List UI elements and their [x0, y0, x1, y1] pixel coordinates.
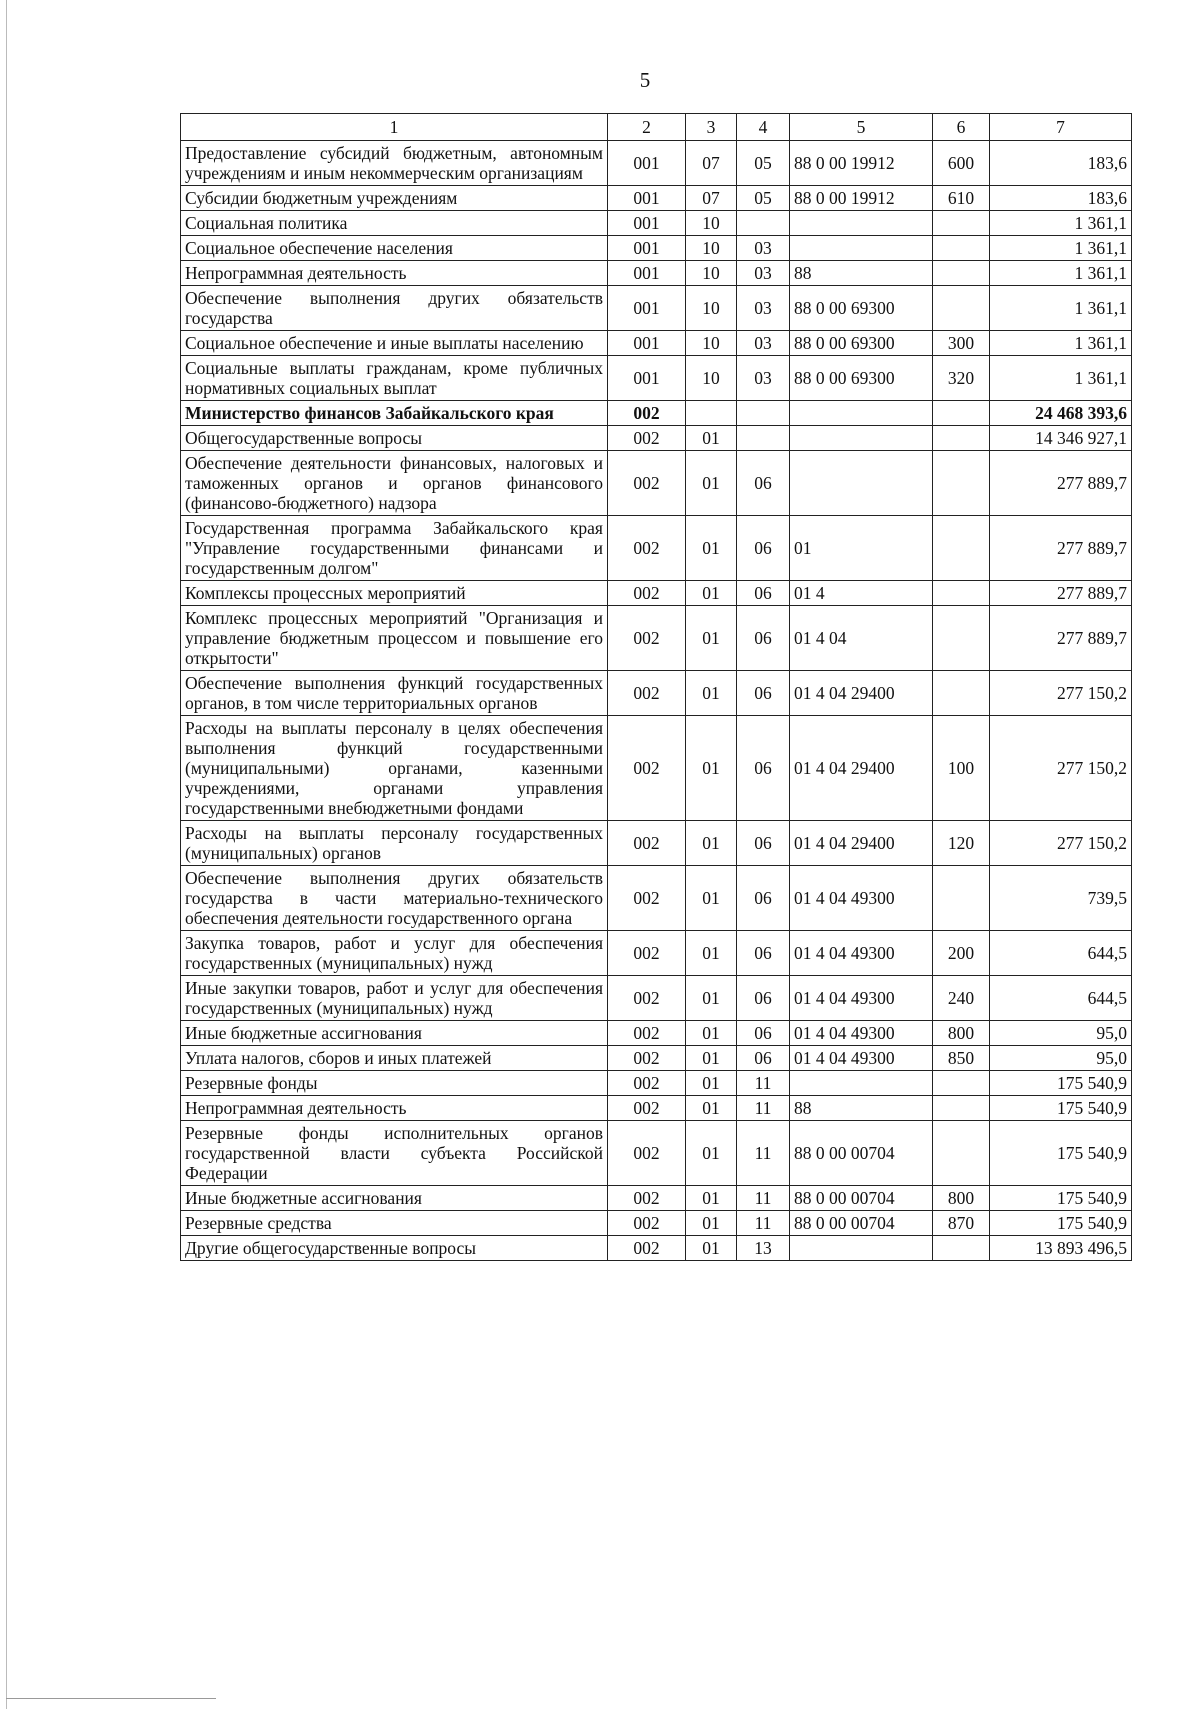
section-code-cell: 01 [686, 1236, 737, 1261]
row-name-cell: Социальные выплаты гражданам, кроме публичных нормативных социальных выплат [181, 356, 608, 401]
subsection-code-cell: 03 [737, 236, 790, 261]
amount-cell: 739,5 [990, 866, 1132, 931]
table-row [181, 671, 1132, 716]
target-article-cell [790, 211, 933, 236]
ministry-code-cell: 002 [608, 976, 686, 1021]
amount-cell: 24 468 393,6 [990, 401, 1132, 426]
ministry-code-cell: 001 [608, 236, 686, 261]
expense-type-cell: 120 [933, 821, 990, 866]
column-header: 5 [790, 114, 933, 141]
section-code-cell: 01 [686, 1096, 737, 1121]
ministry-code-cell: 002 [608, 606, 686, 671]
amount-cell: 277 889,7 [990, 516, 1132, 581]
expense-type-cell [933, 671, 990, 716]
amount-cell: 95,0 [990, 1021, 1132, 1046]
amount-cell: 175 540,9 [990, 1071, 1132, 1096]
amount-cell: 277 150,2 [990, 671, 1132, 716]
subsection-code-cell: 11 [737, 1211, 790, 1236]
amount-cell: 13 893 496,5 [990, 1236, 1132, 1261]
ministry-code-cell: 001 [608, 211, 686, 236]
table-row [181, 426, 1132, 451]
expense-type-cell: 200 [933, 931, 990, 976]
section-code-cell: 01 [686, 426, 737, 451]
row-name-cell: Субсидии бюджетным учреждениям [181, 186, 608, 211]
subsection-code-cell: 06 [737, 866, 790, 931]
amount-cell: 277 889,7 [990, 451, 1132, 516]
target-article-cell: 88 0 00 00704 [790, 1121, 933, 1186]
ministry-code-cell: 001 [608, 141, 686, 186]
ministry-code-cell: 002 [608, 931, 686, 976]
subsection-code-cell: 05 [737, 186, 790, 211]
expense-type-cell [933, 606, 990, 671]
table-header-row [181, 114, 1132, 141]
section-code-cell: 01 [686, 671, 737, 716]
table-row [181, 976, 1132, 1021]
expense-type-cell [933, 866, 990, 931]
target-article-cell: 88 [790, 1096, 933, 1121]
subsection-code-cell: 06 [737, 1021, 790, 1046]
subsection-code-cell: 03 [737, 286, 790, 331]
table-row [181, 261, 1132, 286]
column-header: 7 [990, 114, 1132, 141]
ministry-code-cell: 002 [608, 1186, 686, 1211]
target-article-cell: 88 [790, 261, 933, 286]
amount-cell: 175 540,9 [990, 1211, 1132, 1236]
target-article-cell [790, 1236, 933, 1261]
amount-cell: 1 361,1 [990, 356, 1132, 401]
table-row [181, 1096, 1132, 1121]
target-article-cell: 88 0 00 69300 [790, 331, 933, 356]
row-name-cell: Иные закупки товаров, работ и услуг для обеспечения государственных (муниципальных) нужд [181, 976, 608, 1021]
column-header: 2 [608, 114, 686, 141]
subsection-code-cell: 06 [737, 931, 790, 976]
column-header: 4 [737, 114, 790, 141]
amount-cell: 175 540,9 [990, 1186, 1132, 1211]
amount-cell: 14 346 927,1 [990, 426, 1132, 451]
row-name-cell: Закупка товаров, работ и услуг для обеспечения государственных (муниципальных) нужд [181, 931, 608, 976]
row-name-cell: Министерство финансов Забайкальского края [181, 401, 608, 426]
section-code-cell: 01 [686, 1186, 737, 1211]
target-article-cell [790, 451, 933, 516]
row-name-cell: Социальное обеспечение и иные выплаты населению [181, 331, 608, 356]
section-code-cell: 01 [686, 606, 737, 671]
subsection-code-cell [737, 211, 790, 236]
amount-cell: 277 150,2 [990, 716, 1132, 821]
table-row [181, 331, 1132, 356]
amount-cell: 644,5 [990, 931, 1132, 976]
amount-cell: 1 361,1 [990, 236, 1132, 261]
ministry-code-cell: 002 [608, 1071, 686, 1096]
section-code-cell: 01 [686, 516, 737, 581]
section-code-cell: 10 [686, 356, 737, 401]
target-article-cell [790, 236, 933, 261]
expense-type-cell [933, 261, 990, 286]
section-code-cell: 07 [686, 186, 737, 211]
table-row [181, 581, 1132, 606]
table-row [181, 356, 1132, 401]
section-code-cell: 10 [686, 286, 737, 331]
subsection-code-cell: 06 [737, 1046, 790, 1071]
ministry-code-cell: 002 [608, 1211, 686, 1236]
section-code-cell: 01 [686, 931, 737, 976]
target-article-cell: 01 4 04 29400 [790, 716, 933, 821]
subsection-code-cell: 03 [737, 331, 790, 356]
row-name-cell: Иные бюджетные ассигнования [181, 1021, 608, 1046]
scan-edge-line-bottom [6, 1698, 216, 1699]
target-article-cell: 01 4 04 49300 [790, 931, 933, 976]
table-row [181, 866, 1132, 931]
row-name-cell: Иные бюджетные ассигнования [181, 1186, 608, 1211]
table-row [181, 1021, 1132, 1046]
amount-cell: 183,6 [990, 141, 1132, 186]
row-name-cell: Комплекс процессных мероприятий "Организация и управление бюджетным процессом и повышение его открытости" [181, 606, 608, 671]
ministry-code-cell: 001 [608, 261, 686, 286]
target-article-cell: 01 4 04 29400 [790, 671, 933, 716]
subsection-code-cell: 11 [737, 1096, 790, 1121]
ministry-code-cell: 002 [608, 1096, 686, 1121]
expense-type-cell [933, 1121, 990, 1186]
subsection-code-cell: 11 [737, 1071, 790, 1096]
amount-cell: 1 361,1 [990, 286, 1132, 331]
table-row [181, 606, 1132, 671]
amount-cell: 183,6 [990, 186, 1132, 211]
table-row [181, 186, 1132, 211]
subsection-code-cell: 06 [737, 451, 790, 516]
table-row [181, 1046, 1132, 1071]
expense-type-cell: 800 [933, 1186, 990, 1211]
expense-type-cell [933, 451, 990, 516]
ministry-code-cell: 002 [608, 716, 686, 821]
table-row [181, 516, 1132, 581]
target-article-cell [790, 1071, 933, 1096]
target-article-cell: 88 0 00 19912 [790, 141, 933, 186]
table-row [181, 716, 1132, 821]
target-article-cell: 01 [790, 516, 933, 581]
target-article-cell: 88 0 00 19912 [790, 186, 933, 211]
table-row [181, 211, 1132, 236]
section-code-cell: 01 [686, 1021, 737, 1046]
expense-type-cell [933, 1096, 990, 1121]
ministry-code-cell: 002 [608, 401, 686, 426]
amount-cell: 277 150,2 [990, 821, 1132, 866]
expense-type-cell: 610 [933, 186, 990, 211]
target-article-cell: 88 0 00 00704 [790, 1211, 933, 1236]
section-code-cell: 10 [686, 331, 737, 356]
subsection-code-cell: 03 [737, 356, 790, 401]
target-article-cell: 88 0 00 00704 [790, 1186, 933, 1211]
ministry-code-cell: 002 [608, 426, 686, 451]
expense-type-cell [933, 1071, 990, 1096]
expense-type-cell [933, 581, 990, 606]
section-code-cell: 10 [686, 236, 737, 261]
amount-cell: 644,5 [990, 976, 1132, 1021]
row-name-cell: Предоставление субсидий бюджетным, автономным учреждениям и иным некоммерческим организациям [181, 141, 608, 186]
column-header: 3 [686, 114, 737, 141]
section-code-cell: 01 [686, 866, 737, 931]
expense-type-cell [933, 286, 990, 331]
expense-type-cell: 320 [933, 356, 990, 401]
table-row [181, 1236, 1132, 1261]
row-name-cell: Уплата налогов, сборов и иных платежей [181, 1046, 608, 1071]
section-code-cell: 01 [686, 1046, 737, 1071]
target-article-cell: 01 4 04 49300 [790, 1021, 933, 1046]
section-code-cell: 01 [686, 1121, 737, 1186]
section-code-cell [686, 401, 737, 426]
row-name-cell: Расходы на выплаты персоналу государственных (муниципальных) органов [181, 821, 608, 866]
amount-cell: 95,0 [990, 1046, 1132, 1071]
target-article-cell: 01 4 04 49300 [790, 976, 933, 1021]
subsection-code-cell [737, 426, 790, 451]
table-row [181, 1211, 1132, 1236]
section-code-cell: 10 [686, 211, 737, 236]
section-code-cell: 01 [686, 1071, 737, 1096]
expense-type-cell [933, 211, 990, 236]
amount-cell: 1 361,1 [990, 211, 1132, 236]
subsection-code-cell: 06 [737, 671, 790, 716]
row-name-cell: Социальная политика [181, 211, 608, 236]
row-name-cell: Другие общегосударственные вопросы [181, 1236, 608, 1261]
section-code-cell: 01 [686, 716, 737, 821]
subsection-code-cell: 11 [737, 1186, 790, 1211]
expense-type-cell [933, 426, 990, 451]
row-name-cell: Непрограммная деятельность [181, 1096, 608, 1121]
expense-type-cell [933, 1236, 990, 1261]
table-row [181, 401, 1132, 426]
table-body [181, 141, 1132, 1261]
subsection-code-cell: 06 [737, 606, 790, 671]
subsection-code-cell: 05 [737, 141, 790, 186]
amount-cell: 277 889,7 [990, 606, 1132, 671]
target-article-cell: 88 0 00 69300 [790, 356, 933, 401]
table-row [181, 236, 1132, 261]
target-article-cell [790, 426, 933, 451]
target-article-cell [790, 401, 933, 426]
ministry-code-cell: 001 [608, 286, 686, 331]
subsection-code-cell [737, 401, 790, 426]
ministry-code-cell: 002 [608, 821, 686, 866]
row-name-cell: Резервные средства [181, 1211, 608, 1236]
ministry-code-cell: 002 [608, 1121, 686, 1186]
row-name-cell: Непрограммная деятельность [181, 261, 608, 286]
target-article-cell: 01 4 04 49300 [790, 1046, 933, 1071]
ministry-code-cell: 002 [608, 1021, 686, 1046]
subsection-code-cell: 11 [737, 1121, 790, 1186]
subsection-code-cell: 06 [737, 716, 790, 821]
table-row [181, 286, 1132, 331]
target-article-cell: 01 4 04 [790, 606, 933, 671]
target-article-cell: 01 4 [790, 581, 933, 606]
subsection-code-cell: 06 [737, 581, 790, 606]
section-code-cell: 10 [686, 261, 737, 286]
table-row [181, 451, 1132, 516]
expense-type-cell [933, 516, 990, 581]
scan-edge-line [6, 0, 7, 1709]
ministry-code-cell: 001 [608, 331, 686, 356]
ministry-code-cell: 002 [608, 451, 686, 516]
row-name-cell: Социальное обеспечение населения [181, 236, 608, 261]
subsection-code-cell: 13 [737, 1236, 790, 1261]
table-row [181, 1071, 1132, 1096]
table-row [181, 141, 1132, 186]
row-name-cell: Обеспечение выполнения других обязательств государства [181, 286, 608, 331]
ministry-code-cell: 002 [608, 671, 686, 716]
row-name-cell: Обеспечение выполнения других обязательств государства в части материально-технического обеспечения деятельности государственного органа [181, 866, 608, 931]
ministry-code-cell: 002 [608, 1046, 686, 1071]
column-header: 6 [933, 114, 990, 141]
expense-type-cell: 850 [933, 1046, 990, 1071]
column-header: 1 [181, 114, 608, 141]
amount-cell: 1 361,1 [990, 261, 1132, 286]
ministry-code-cell: 002 [608, 866, 686, 931]
subsection-code-cell: 06 [737, 976, 790, 1021]
target-article-cell: 88 0 00 69300 [790, 286, 933, 331]
subsection-code-cell: 06 [737, 516, 790, 581]
row-name-cell: Обеспечение деятельности финансовых, налоговых и таможенных органов и органов финансового (финансово-бюджетного) надзора [181, 451, 608, 516]
ministry-code-cell: 001 [608, 356, 686, 401]
expense-type-cell: 240 [933, 976, 990, 1021]
section-code-cell: 01 [686, 976, 737, 1021]
row-name-cell: Резервные фонды [181, 1071, 608, 1096]
amount-cell: 1 361,1 [990, 331, 1132, 356]
expense-type-cell: 800 [933, 1021, 990, 1046]
row-name-cell: Государственная программа Забайкальского края "Управление государственными финансами и государственным долгом" [181, 516, 608, 581]
expense-type-cell: 300 [933, 331, 990, 356]
subsection-code-cell: 03 [737, 261, 790, 286]
section-code-cell: 01 [686, 581, 737, 606]
expense-type-cell [933, 401, 990, 426]
budget-table [180, 113, 1132, 1261]
expense-type-cell: 100 [933, 716, 990, 821]
table-row [181, 1121, 1132, 1186]
row-name-cell: Обеспечение выполнения функций государственных органов, в том числе территориальных органов [181, 671, 608, 716]
amount-cell: 277 889,7 [990, 581, 1132, 606]
section-code-cell: 01 [686, 1211, 737, 1236]
row-name-cell: Комплексы процессных мероприятий [181, 581, 608, 606]
section-code-cell: 01 [686, 821, 737, 866]
subsection-code-cell: 06 [737, 821, 790, 866]
ministry-code-cell: 002 [608, 581, 686, 606]
target-article-cell: 01 4 04 49300 [790, 866, 933, 931]
section-code-cell: 07 [686, 141, 737, 186]
table-row [181, 821, 1132, 866]
row-name-cell: Резервные фонды исполнительных органов государственной власти субъекта Российской Федерации [181, 1121, 608, 1186]
expense-type-cell: 600 [933, 141, 990, 186]
amount-cell: 175 540,9 [990, 1096, 1132, 1121]
ministry-code-cell: 002 [608, 1236, 686, 1261]
amount-cell: 175 540,9 [990, 1121, 1132, 1186]
table-row [181, 1186, 1132, 1211]
row-name-cell: Расходы на выплаты персоналу в целях обеспечения выполнения функций государственными (муниципальными) органами, казенными учреждениями, органами управления государственными внебюджетными фондами [181, 716, 608, 821]
section-code-cell: 01 [686, 451, 737, 516]
expense-type-cell: 870 [933, 1211, 990, 1236]
expense-type-cell [933, 236, 990, 261]
ministry-code-cell: 001 [608, 186, 686, 211]
table-row [181, 931, 1132, 976]
page-number: 5 [639, 68, 651, 92]
row-name-cell: Общегосударственные вопросы [181, 426, 608, 451]
ministry-code-cell: 002 [608, 516, 686, 581]
target-article-cell: 01 4 04 29400 [790, 821, 933, 866]
